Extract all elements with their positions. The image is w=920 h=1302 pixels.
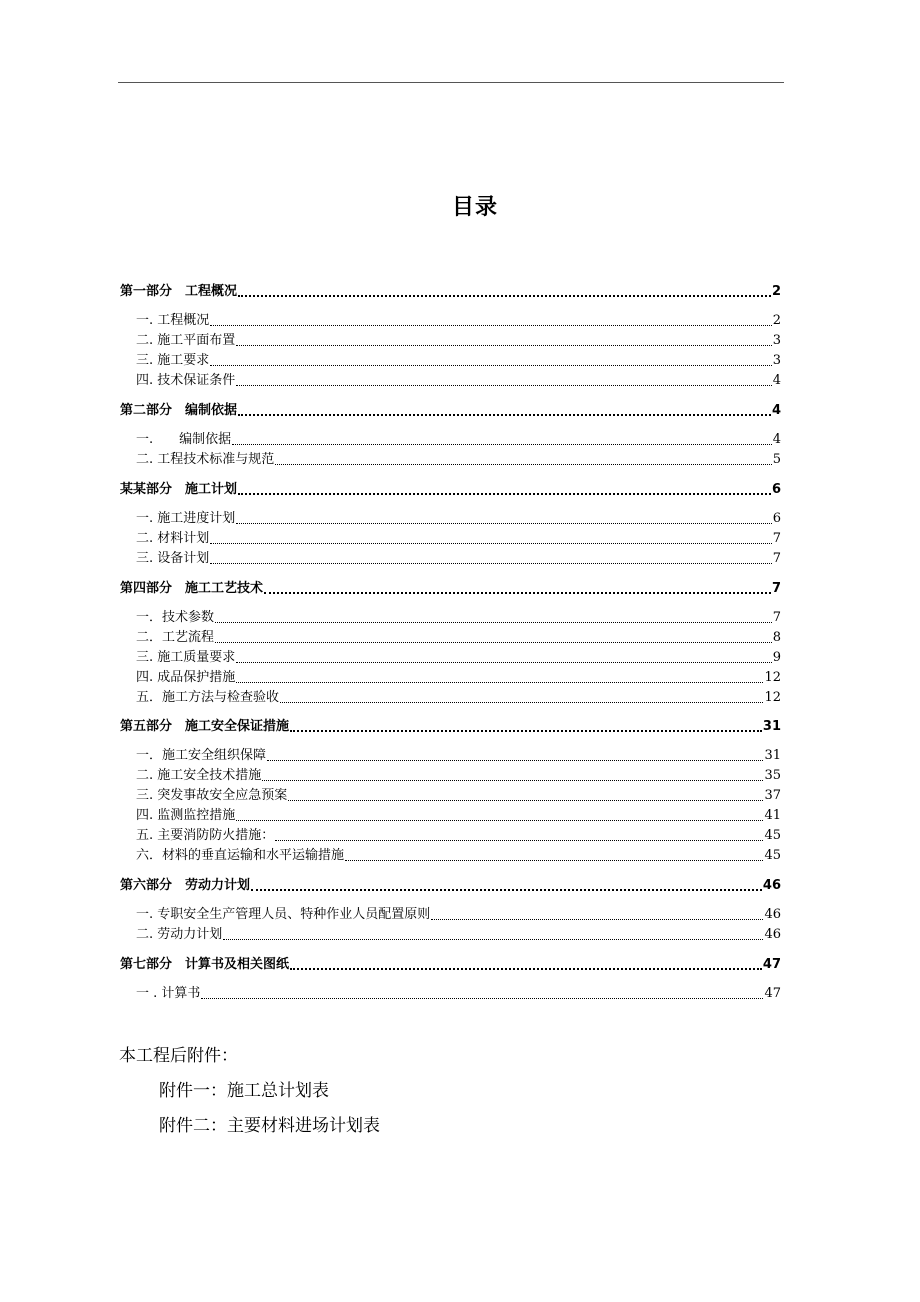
toc-label: 第五部分 施工安全保证措施: [120, 719, 290, 734]
toc-page-number: 12: [764, 690, 781, 705]
leader-dots: [267, 760, 763, 761]
toc-label: 一. 工程概况: [136, 313, 210, 328]
toc-entry[interactable]: [120, 804, 781, 824]
leader-dots: [210, 325, 771, 326]
attachment-item: 附件二：主要材料进场计划表: [159, 1116, 380, 1136]
toc-entry[interactable]: [120, 784, 781, 804]
toc-entry[interactable]: [120, 309, 781, 329]
toc-entry[interactable]: [120, 547, 781, 567]
toc-page-number: 6: [772, 511, 781, 526]
toc-page-number: 31: [764, 748, 781, 763]
toc-label: 某某部分 施工计划: [120, 482, 238, 497]
toc-label: 三. 施工质量要求: [136, 650, 236, 665]
toc-entry[interactable]: [120, 507, 781, 527]
toc-entry[interactable]: [120, 982, 781, 1002]
toc-label: 五．施工方法与检查验收: [136, 690, 280, 705]
toc-entry[interactable]: [120, 626, 781, 646]
toc-page-number: 47: [764, 986, 781, 1001]
leader-dots: [201, 998, 763, 999]
toc-label: 一．施工安全组织保障: [136, 748, 267, 763]
leader-dots: [210, 563, 771, 564]
leader-dots: [215, 642, 772, 643]
toc-entry[interactable]: [120, 577, 781, 597]
leader-dots: [264, 592, 771, 594]
toc-page-number: 4: [772, 373, 781, 388]
toc-page-number: 4: [771, 403, 781, 418]
toc-label: 二. 劳动力计划: [136, 927, 223, 942]
toc-label: 四. 成品保护措施: [136, 670, 236, 685]
toc-page-number: 7: [772, 551, 781, 566]
leader-dots: [431, 919, 763, 920]
leader-dots: [275, 464, 771, 465]
toc-label: 四. 监测监控措施: [136, 808, 236, 823]
toc-page-number: 46: [762, 878, 781, 893]
toc-label: 六．材料的垂直运输和水平运输措施: [136, 848, 345, 863]
leader-dots: [236, 820, 763, 821]
toc-label: 二. 施工安全技术措施: [136, 768, 262, 783]
toc-label: 一．技术参数: [136, 610, 215, 625]
toc-entry[interactable]: [120, 428, 781, 448]
header-rule: [118, 82, 784, 83]
toc-label: 一 . 计算书: [136, 986, 201, 1001]
leader-dots: [288, 800, 763, 801]
toc-entry[interactable]: [120, 646, 781, 666]
toc-page-number: 7: [771, 581, 781, 596]
toc-entry[interactable]: [120, 349, 781, 369]
toc-entry[interactable]: [120, 953, 781, 973]
toc-page-number: 2: [772, 313, 781, 328]
leader-dots: [223, 939, 763, 940]
toc-entry[interactable]: [120, 923, 781, 943]
leader-dots: [251, 889, 762, 891]
toc-label: 三. 突发事故安全应急预案: [136, 788, 288, 803]
toc-label: 一. 编制依据: [136, 432, 232, 447]
leader-dots: [236, 385, 771, 386]
toc-page-number: 9: [772, 650, 781, 665]
toc-page-number: 31: [762, 719, 781, 734]
leader-dots: [262, 780, 763, 781]
leader-dots: [236, 682, 763, 683]
toc-page-number: 45: [764, 828, 781, 843]
toc-label: 第七部分 计算书及相关图纸: [120, 957, 290, 972]
leader-dots: [280, 702, 763, 703]
toc-page-number: 7: [772, 531, 781, 546]
leader-dots: [210, 365, 771, 366]
toc-label: 二. 材料计划: [136, 531, 210, 546]
leader-dots: [290, 968, 762, 970]
toc-page-number: 2: [771, 284, 781, 299]
leader-dots: [236, 345, 771, 346]
toc-entry[interactable]: [120, 280, 781, 300]
toc-entry[interactable]: [120, 478, 781, 498]
leader-dots: [275, 840, 763, 841]
toc-entry[interactable]: [120, 399, 781, 419]
toc-page-number: 7: [772, 610, 781, 625]
toc-entry[interactable]: [120, 527, 781, 547]
toc-entry[interactable]: [120, 686, 781, 706]
toc-page-number: 5: [772, 452, 781, 467]
leader-dots: [232, 444, 772, 445]
attachments-heading: 本工程后附件：: [119, 1046, 238, 1066]
leader-dots: [236, 662, 771, 663]
leader-dots: [345, 860, 763, 861]
toc-label: 三. 设备计划: [136, 551, 210, 566]
leader-dots: [210, 543, 771, 544]
toc-entry[interactable]: [120, 744, 781, 764]
toc-entry[interactable]: [120, 666, 781, 686]
toc-entry[interactable]: [120, 329, 781, 349]
toc-entry[interactable]: [120, 715, 781, 735]
toc-entry[interactable]: [120, 369, 781, 389]
toc-entry[interactable]: [120, 903, 781, 923]
toc-label: 五. 主要消防防火措施：: [136, 828, 275, 843]
toc-page-number: 46: [764, 907, 781, 922]
leader-dots: [238, 493, 771, 495]
toc-label: 第四部分 施工工艺技术: [120, 581, 264, 596]
toc-entry[interactable]: [120, 874, 781, 894]
toc-label: 四. 技术保证条件: [136, 373, 236, 388]
toc-label: 二. 工程技术标准与规范: [136, 452, 275, 467]
leader-dots: [238, 295, 771, 297]
toc-page-number: 12: [764, 670, 781, 685]
toc-label: 一. 施工进度计划: [136, 511, 236, 526]
toc-page-number: 41: [764, 808, 781, 823]
attachment-item: 附件一：施工总计划表: [159, 1081, 329, 1101]
toc-page-number: 6: [771, 482, 781, 497]
toc-label: 二. 施工平面布置: [136, 333, 236, 348]
toc-label: 一. 专职安全生产管理人员、特种作业人员配置原则: [136, 907, 431, 922]
leader-dots: [236, 523, 771, 524]
toc-page-number: 47: [762, 957, 781, 972]
toc-page-number: 3: [772, 353, 781, 368]
toc-label: 第六部分 劳动力计划: [120, 878, 251, 893]
toc-page-number: 45: [764, 848, 781, 863]
toc-page-number: 8: [772, 630, 781, 645]
toc-label: 三. 施工要求: [136, 353, 210, 368]
leader-dots: [290, 730, 762, 732]
toc-entry[interactable]: [120, 824, 781, 844]
toc-entry[interactable]: [120, 844, 781, 864]
toc-page-number: 35: [764, 768, 781, 783]
toc-entry[interactable]: [120, 606, 781, 626]
leader-dots: [238, 414, 771, 416]
toc-label: 第二部分 编制依据: [120, 403, 238, 418]
toc-page-number: 4: [772, 432, 781, 447]
toc-entry[interactable]: [120, 764, 781, 784]
toc-page-number: 37: [764, 788, 781, 803]
toc-label: 第一部分 工程概况: [120, 284, 238, 299]
toc-label: 二．工艺流程: [136, 630, 215, 645]
toc-entry[interactable]: [120, 448, 781, 468]
toc-page-number: 46: [764, 927, 781, 942]
toc-page-number: 3: [772, 333, 781, 348]
page-title: 目录: [451, 195, 498, 220]
leader-dots: [215, 622, 772, 623]
